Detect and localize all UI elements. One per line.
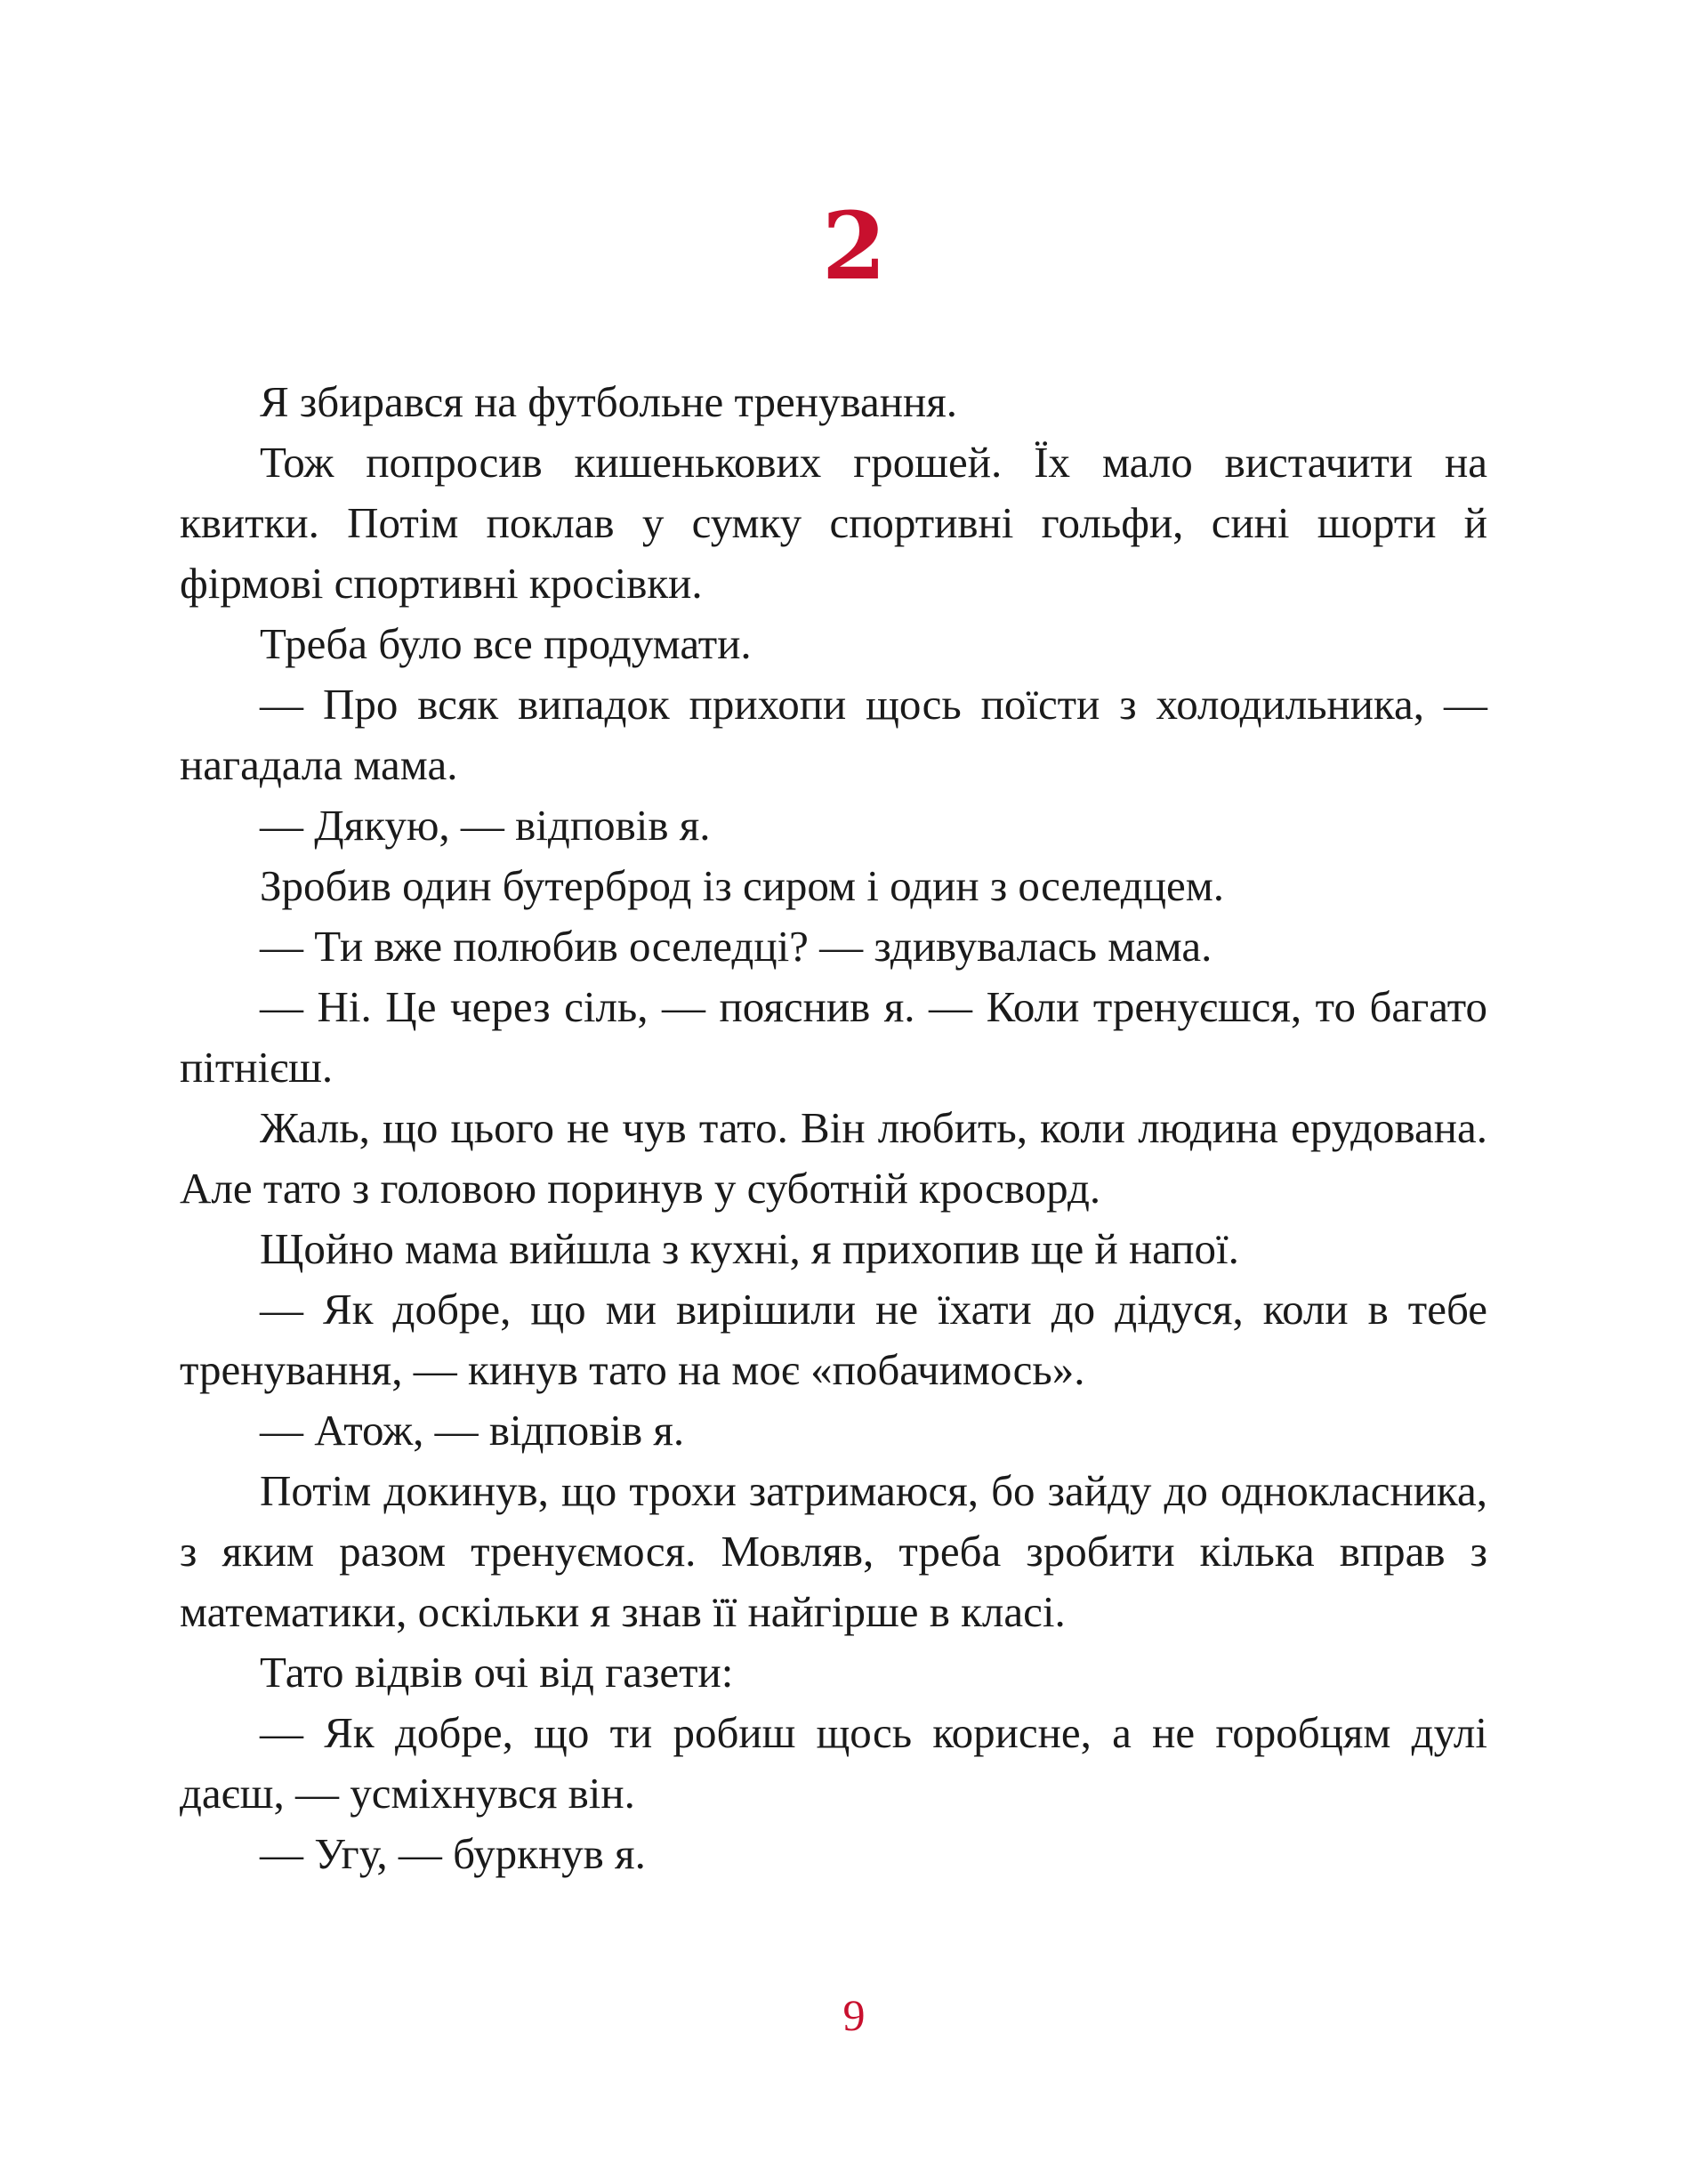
paragraph: Тато відвів очі від газети: — [260, 1648, 734, 1697]
paragraph: — Дякую, — відповів я. — [260, 801, 711, 850]
paragraph: — Як добре, що ти робиш щось корисне, а не горобцям дулі даєш, — усміхнувся він. — [180, 1708, 1487, 1818]
paragraph: Зробив один бутерброд із сиром і один з оселедцем. — [260, 861, 1224, 910]
paragraph: — Про всяк випадок прихопи щось поїсти з холодильника, — нагадала мама. — [180, 680, 1487, 789]
chapter-number: 2 — [821, 191, 887, 301]
paragraph: — Як добре, що ми вирішили не їхати до дідуся, коли в тебе тренування, — кинув тато на моє «побачимось». — [180, 1285, 1487, 1394]
paragraph: — Ні. Це через сіль, — пояснив я. — Коли тренуєшся, то багато пітнієш. — [180, 982, 1487, 1092]
chapter-text — [180, 372, 1487, 1884]
paragraph: Тож попросив кишенькових грошей. Їх мало вистачити на квитки. Потім поклав у сумку спортивні гольфи, сині шорти й фірмові спортивні кросівки. — [180, 438, 1487, 608]
paragraph: Жаль, що цього не чув тато. Він любить, коли людина ерудована. Але тато з головою поринув у суботній кросворд. — [180, 1103, 1487, 1213]
paragraph: Щойно мама вийшла з кухні, я прихопив ще й напої. — [260, 1224, 1239, 1273]
paragraph: — Атож, — відповів я. — [260, 1406, 685, 1455]
paragraph: Я збирався на футбольне тренування. — [260, 377, 957, 426]
paragraph: — Ти вже полюбив оселедці? — здивувалась мама. — [260, 922, 1213, 971]
paragraph: Потім докинув, що трохи затримаюся, бо зайду до однокласника, з яким разом тренуємося. Мовляв, треба зробити кілька вправ з математики, оскільки я знав її найгірше в класі. — [180, 1466, 1487, 1636]
page-number: 9 — [842, 1990, 866, 2040]
paragraph: — Угу, — буркнув я. — [260, 1829, 646, 1878]
paragraph: Треба було все продумати. — [260, 619, 752, 668]
